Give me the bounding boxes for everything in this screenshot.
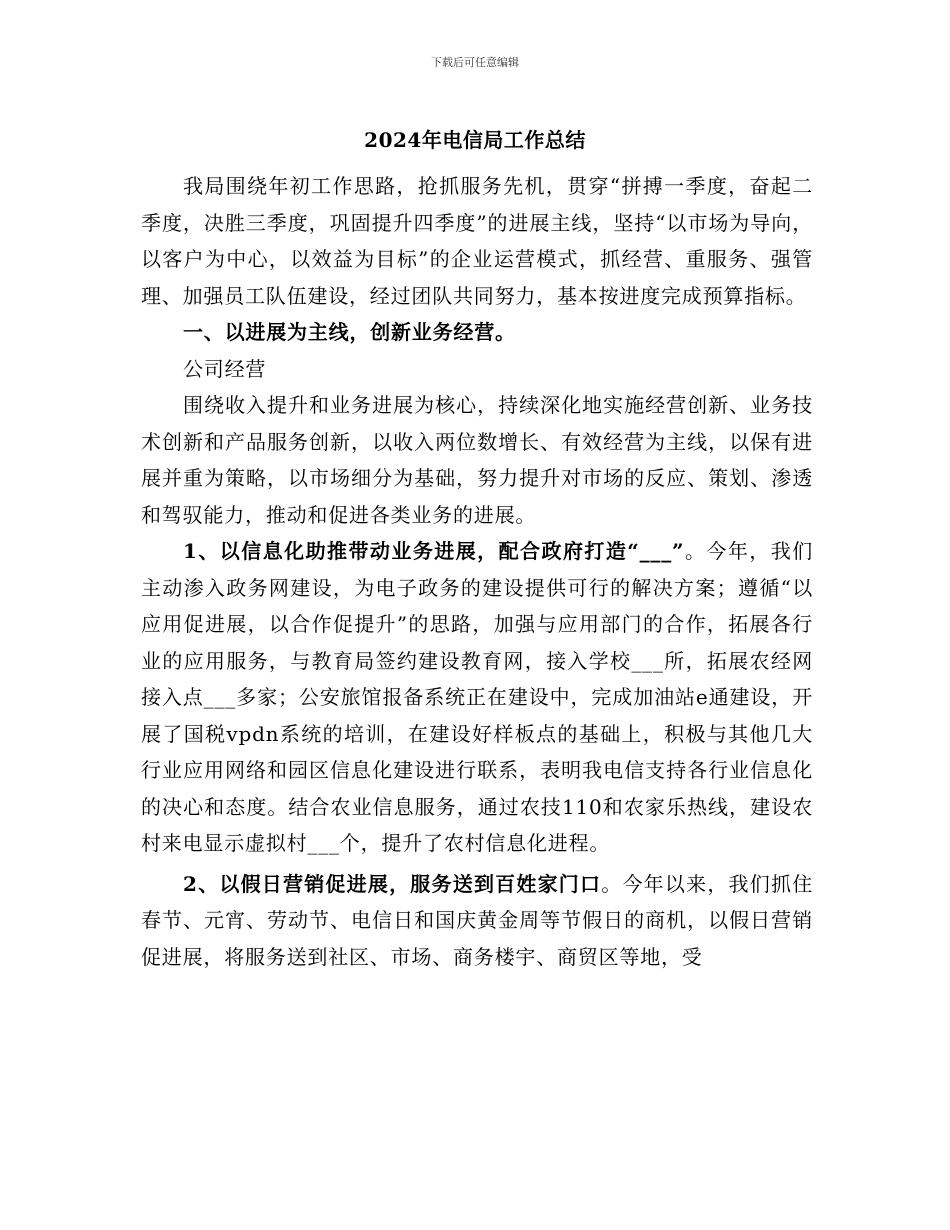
item-2-paragraph — [141, 866, 813, 976]
item-1-lead: 1、以信息化助推带动业务进展，配合政府打造“___” — [183, 539, 685, 563]
document-title: 2024年电信局工作总结 — [364, 128, 586, 152]
item-2-text: 。今年以来，我们抓住春节、元宵、劳动节、电信日和国庆黄金周等节假日的商机，以假日营销促进展，将服务送到社区、市场、商务楼宇、商贸区等地，受 — [141, 871, 813, 969]
subheading-company-operations: 公司经营 — [183, 356, 267, 381]
section-1-heading: 一、以进展为主线，创新业务经营。 — [183, 320, 516, 344]
item-2-lead: 2、以假日营销促进展，服务送到百姓家门口 — [183, 871, 602, 896]
section-1-paragraph: 围绕收入提升和业务进展为核心，持续深化地实施经营创新、业务技术创新和产品服务创新，以收入两位数增长、有效经营为主线，以保有进展并重为策略，以市场细分为基础，努力提升对市场的反应、策划、渗透和驾驭能力，推动和促进各类业务的进展。 — [141, 393, 813, 527]
item-1-text: 。今年，我们主动渗入政务网建设，为电子政务的建设提供可行的解决方案；遵循“以应用促进展，以合作促提升”的思路，加强与应用部门的合作，拓展各行业的应用服务，与教育局签约建设教育网，接入学校___所，拓展农经网接入点___多家；公安旅馆报备系统正在建设中，完成加油站e通建设，开展了国税vpdn系统的培训，在建设好样板点的基础上，积极与其他几大行业应用网络和园区信息化建设进行联系，表明我电信支持各行业信息化的决心和态度。结合农业信息服务，通过农技110和农家乐热线，建设农村来电显示虚拟村___个，提升了农村信息化进程。 — [141, 539, 813, 855]
item-1-paragraph — [141, 533, 813, 862]
document-body — [141, 168, 813, 975]
page-header-note: 下载后可任意编辑 — [431, 56, 519, 69]
intro-paragraph: 我局围绕年初工作思路，抢抓服务先机，贯穿“拼搏一季度，奋起二季度，决胜三季度，巩固提升四季度”的进展主线，坚持“以市场为导向，以客户为中心，以效益为目标”的企业运营模式，抓经营、重服务、强管理、加强员工队伍建设，经过团队共同努力，基本按进度完成预算指标。 — [141, 174, 813, 308]
